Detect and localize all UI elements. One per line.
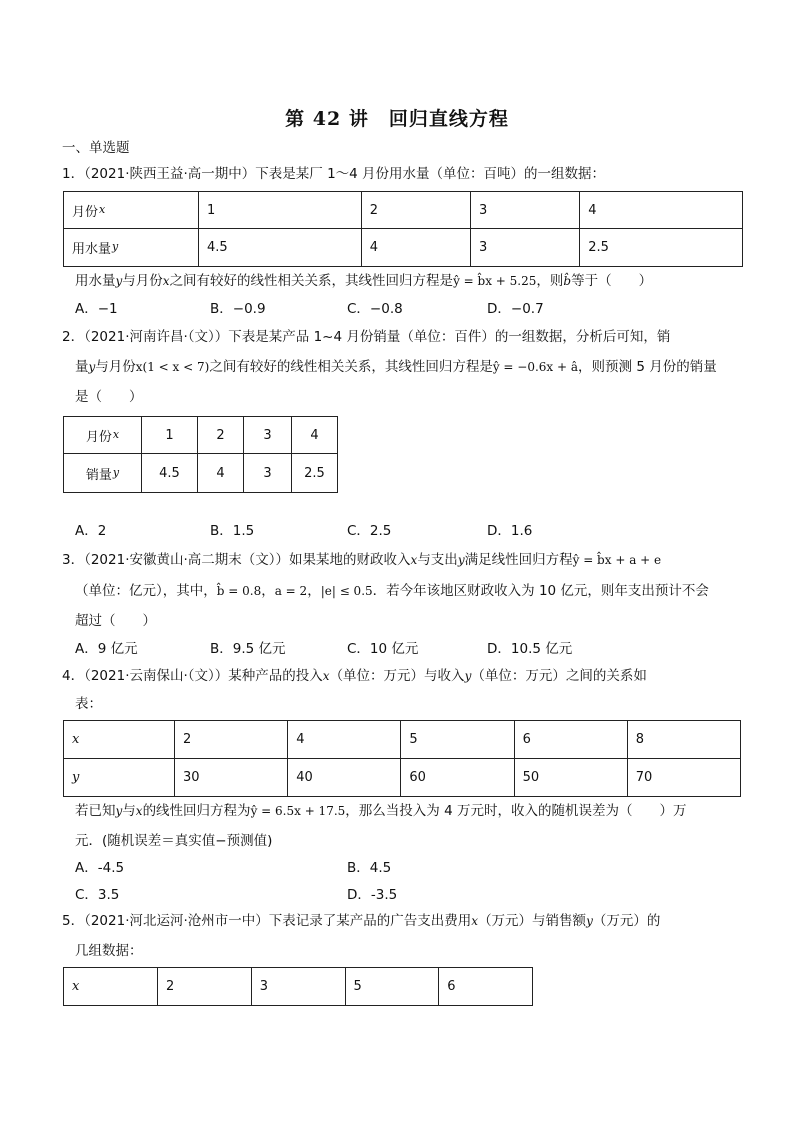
- q1-cell: 2: [361, 192, 470, 229]
- q1-row-month: [64, 192, 743, 229]
- q2-cell: 4: [198, 454, 244, 493]
- q4-row-y: [64, 759, 741, 797]
- q4-cell: 5: [401, 721, 514, 759]
- q1-formula: ŷ = b̂x + 5.25: [453, 274, 537, 288]
- page-title: 第 42 讲 回归直线方程: [285, 108, 509, 130]
- q4-head-y: y: [64, 759, 175, 797]
- q2-head-month-label: 月份: [85, 429, 112, 445]
- q3-cond3: |e| ≤ 0.5: [320, 584, 373, 598]
- q4-head-x: x: [64, 721, 175, 759]
- section-heading: 一、单选题: [62, 140, 130, 156]
- q1-option-c: C．−0.8: [347, 301, 403, 317]
- q1-option-a: A．−1: [75, 301, 118, 317]
- q2-cell: 4.5: [142, 454, 198, 493]
- q2-option-d: D．1.6: [487, 523, 533, 539]
- q4-line3d: ，那么当投入为 4 万元时，收入的随机误差为（ ）万: [345, 803, 687, 819]
- q2-line2c: 之间有较好的线性相关关系，其线性回归方程是: [209, 359, 493, 375]
- q4-formula: ŷ = 6.5x + 17.5: [250, 804, 346, 818]
- q4-cell: 30: [175, 759, 288, 797]
- q4-line3a: 若已知: [75, 803, 116, 819]
- q2-table: [63, 416, 338, 493]
- q1-cell: 1: [199, 192, 362, 229]
- q4-line1b: （单位：万元）与收入: [329, 668, 465, 684]
- q5-var-x: x: [471, 914, 479, 928]
- q1-table: [63, 191, 743, 267]
- q1-var-y: y: [115, 274, 123, 288]
- q1-head-water: [64, 229, 199, 267]
- q2-line1: 2．（2021·河南许昌·（文））下表是某产品 1~4 月份销量（单位：百件）的一组数据，分析后可知，销: [62, 329, 671, 345]
- q4-cell: 8: [627, 721, 740, 759]
- q2-formula: ŷ = −0.6x + â: [492, 360, 579, 374]
- q1-option-d: D．−0.7: [487, 301, 544, 317]
- q4-option-b: B．4.5: [347, 860, 392, 876]
- q5-cell: 6: [439, 968, 533, 1006]
- q1-cell: 2.5: [580, 229, 743, 267]
- q4-line4: 元．(随机误差＝真实值−预测值): [75, 833, 273, 849]
- q3-line2b: ．若今年该地区财政收入为 10 亿元，则年支出预计不会: [372, 583, 709, 599]
- q2-line2: [75, 359, 717, 376]
- q1-head-month: [64, 192, 199, 229]
- q1-body-e: 等于（ ）: [571, 273, 653, 289]
- q2-head-sales-var: y: [112, 465, 120, 479]
- q1-body-a: 用水量: [75, 273, 116, 289]
- q2-option-c: C．2.5: [347, 523, 392, 539]
- q3-sep1: ，: [261, 583, 275, 599]
- q2-option-b: B．1.5: [210, 523, 255, 539]
- q3-cond2: a = 2: [274, 584, 308, 598]
- q4-line1: [62, 668, 647, 685]
- q5-line2: 几组数据：: [75, 943, 143, 959]
- q2-range: x(1 < x < 7): [135, 360, 210, 374]
- q4-cell: 50: [514, 759, 627, 797]
- q5-line1a: 5．（2021·河北运河·沧州市一中）下表记录了某产品的广告支出费用: [62, 913, 472, 929]
- q5-line1b: （万元）与销售额: [478, 913, 587, 929]
- q3-var-y: y: [457, 553, 465, 567]
- q1-cell: 4.5: [199, 229, 362, 267]
- q4-cell: 40: [288, 759, 401, 797]
- q1-var-x: x: [162, 274, 170, 288]
- q3-option-b: B．9.5 亿元: [210, 641, 286, 657]
- q1-cell: 4: [580, 192, 743, 229]
- q2-head-month: [64, 417, 142, 454]
- q4-line2: 表：: [75, 696, 102, 712]
- q1-cell: 3: [470, 229, 579, 267]
- q2-line2d: ，则预测 5 月份的销量: [578, 359, 717, 375]
- q5-cell: 3: [251, 968, 345, 1006]
- q5-row-x: [64, 968, 533, 1006]
- q1-head-month-label: 月份: [72, 204, 99, 220]
- q3-option-a: A．9 亿元: [75, 641, 138, 657]
- q4-cell: 70: [627, 759, 740, 797]
- q4-var-x2: x: [135, 804, 143, 818]
- q4-var-y2: y: [115, 804, 123, 818]
- q1-body-c: 之间有较好的线性相关关系，其线性回归方程是: [169, 273, 454, 289]
- q3-line1b: 与支出: [417, 552, 458, 568]
- q3-line3: 超过（ ）: [75, 613, 156, 629]
- q4-option-c: C．3.5: [75, 887, 120, 903]
- q2-row-month: [64, 417, 338, 454]
- q3-sep2: ，: [307, 583, 321, 599]
- q2-line3: 是（ ）: [75, 389, 143, 405]
- q2-cell: 3: [244, 417, 292, 454]
- q4-table: [63, 720, 741, 797]
- q2-line2b: 与月份: [95, 359, 136, 375]
- q2-head-month-var: x: [112, 427, 120, 441]
- q4-option-a: A．-4.5: [75, 860, 125, 876]
- q2-cell: 2.5: [292, 454, 338, 493]
- q3-line1: [62, 552, 661, 569]
- q4-line1a: 4．（2021·云南保山·（文））某种产品的投入: [62, 668, 323, 684]
- q5-line1: [62, 913, 660, 930]
- q1-head-water-label: 用水量: [72, 242, 112, 257]
- q4-row-x: [64, 721, 741, 759]
- q4-cell: 4: [288, 721, 401, 759]
- q1-option-b: B．−0.9: [210, 301, 266, 317]
- q5-table: [63, 967, 533, 1006]
- q4-option-d: D．-3.5: [347, 887, 398, 903]
- q4-var-y: y: [464, 669, 472, 683]
- q1-head-month-var: x: [99, 202, 106, 216]
- q3-line1a: 3．（2021·安徽黄山·高二期末（文））如果某地的财政收入: [62, 552, 411, 568]
- q1-cell: 3: [470, 192, 579, 229]
- q3-formula: ŷ = b̂x + a + e: [572, 553, 662, 567]
- q1-body: [75, 273, 652, 290]
- q5-line1c: （万元）的: [592, 913, 661, 929]
- q4-cell: 2: [175, 721, 288, 759]
- q1-row-water: [64, 229, 743, 267]
- q2-cell: 3: [244, 454, 292, 493]
- q4-line3c: 的线性回归方程为: [142, 803, 251, 819]
- q4-line3: [75, 803, 686, 820]
- q1-bhat: b̂: [563, 274, 572, 288]
- q5-head-x: x: [64, 968, 158, 1006]
- q3-var-x: x: [410, 553, 418, 567]
- q2-option-a: A．2: [75, 523, 107, 539]
- q1-cell: 4: [361, 229, 470, 267]
- q1-stem: 1．（2021·陕西王益·高一期中）下表是某厂 1～4 月份用水量（单位：百吨）的一组数据：: [62, 166, 606, 182]
- q4-cell: 6: [514, 721, 627, 759]
- q1-body-d: ，则: [536, 273, 564, 289]
- q3-line1c: 满足线性回归方程: [464, 552, 573, 568]
- q5-var-y: y: [586, 914, 593, 928]
- q2-line2a: 量: [75, 359, 89, 375]
- q4-line1c: （单位：万元）之间的关系如: [471, 668, 647, 684]
- q2-row-sales: [64, 454, 338, 493]
- q4-cell: 60: [401, 759, 514, 797]
- q2-cell: 1: [142, 417, 198, 454]
- q3-line2: [75, 583, 709, 600]
- q4-line3b: 与: [122, 803, 136, 819]
- q3-option-d: D．10.5 亿元: [487, 641, 573, 657]
- q2-head-sales: [64, 454, 142, 493]
- q2-head-sales-label: 销量: [85, 467, 112, 483]
- q2-var-y: y: [88, 360, 96, 374]
- q4-var-x: x: [322, 669, 330, 683]
- q3-cond1: b̂ = 0.8: [216, 584, 262, 598]
- q3-option-c: C．10 亿元: [347, 641, 419, 657]
- q2-cell: 4: [292, 417, 338, 454]
- q5-cell: 5: [345, 968, 439, 1006]
- q2-cell: 2: [198, 417, 244, 454]
- q1-head-water-var: y: [112, 240, 119, 253]
- q5-cell: 2: [158, 968, 252, 1006]
- q3-line2a: （单位：亿元），其中，: [75, 583, 217, 599]
- q1-body-b: 与月份: [122, 273, 163, 289]
